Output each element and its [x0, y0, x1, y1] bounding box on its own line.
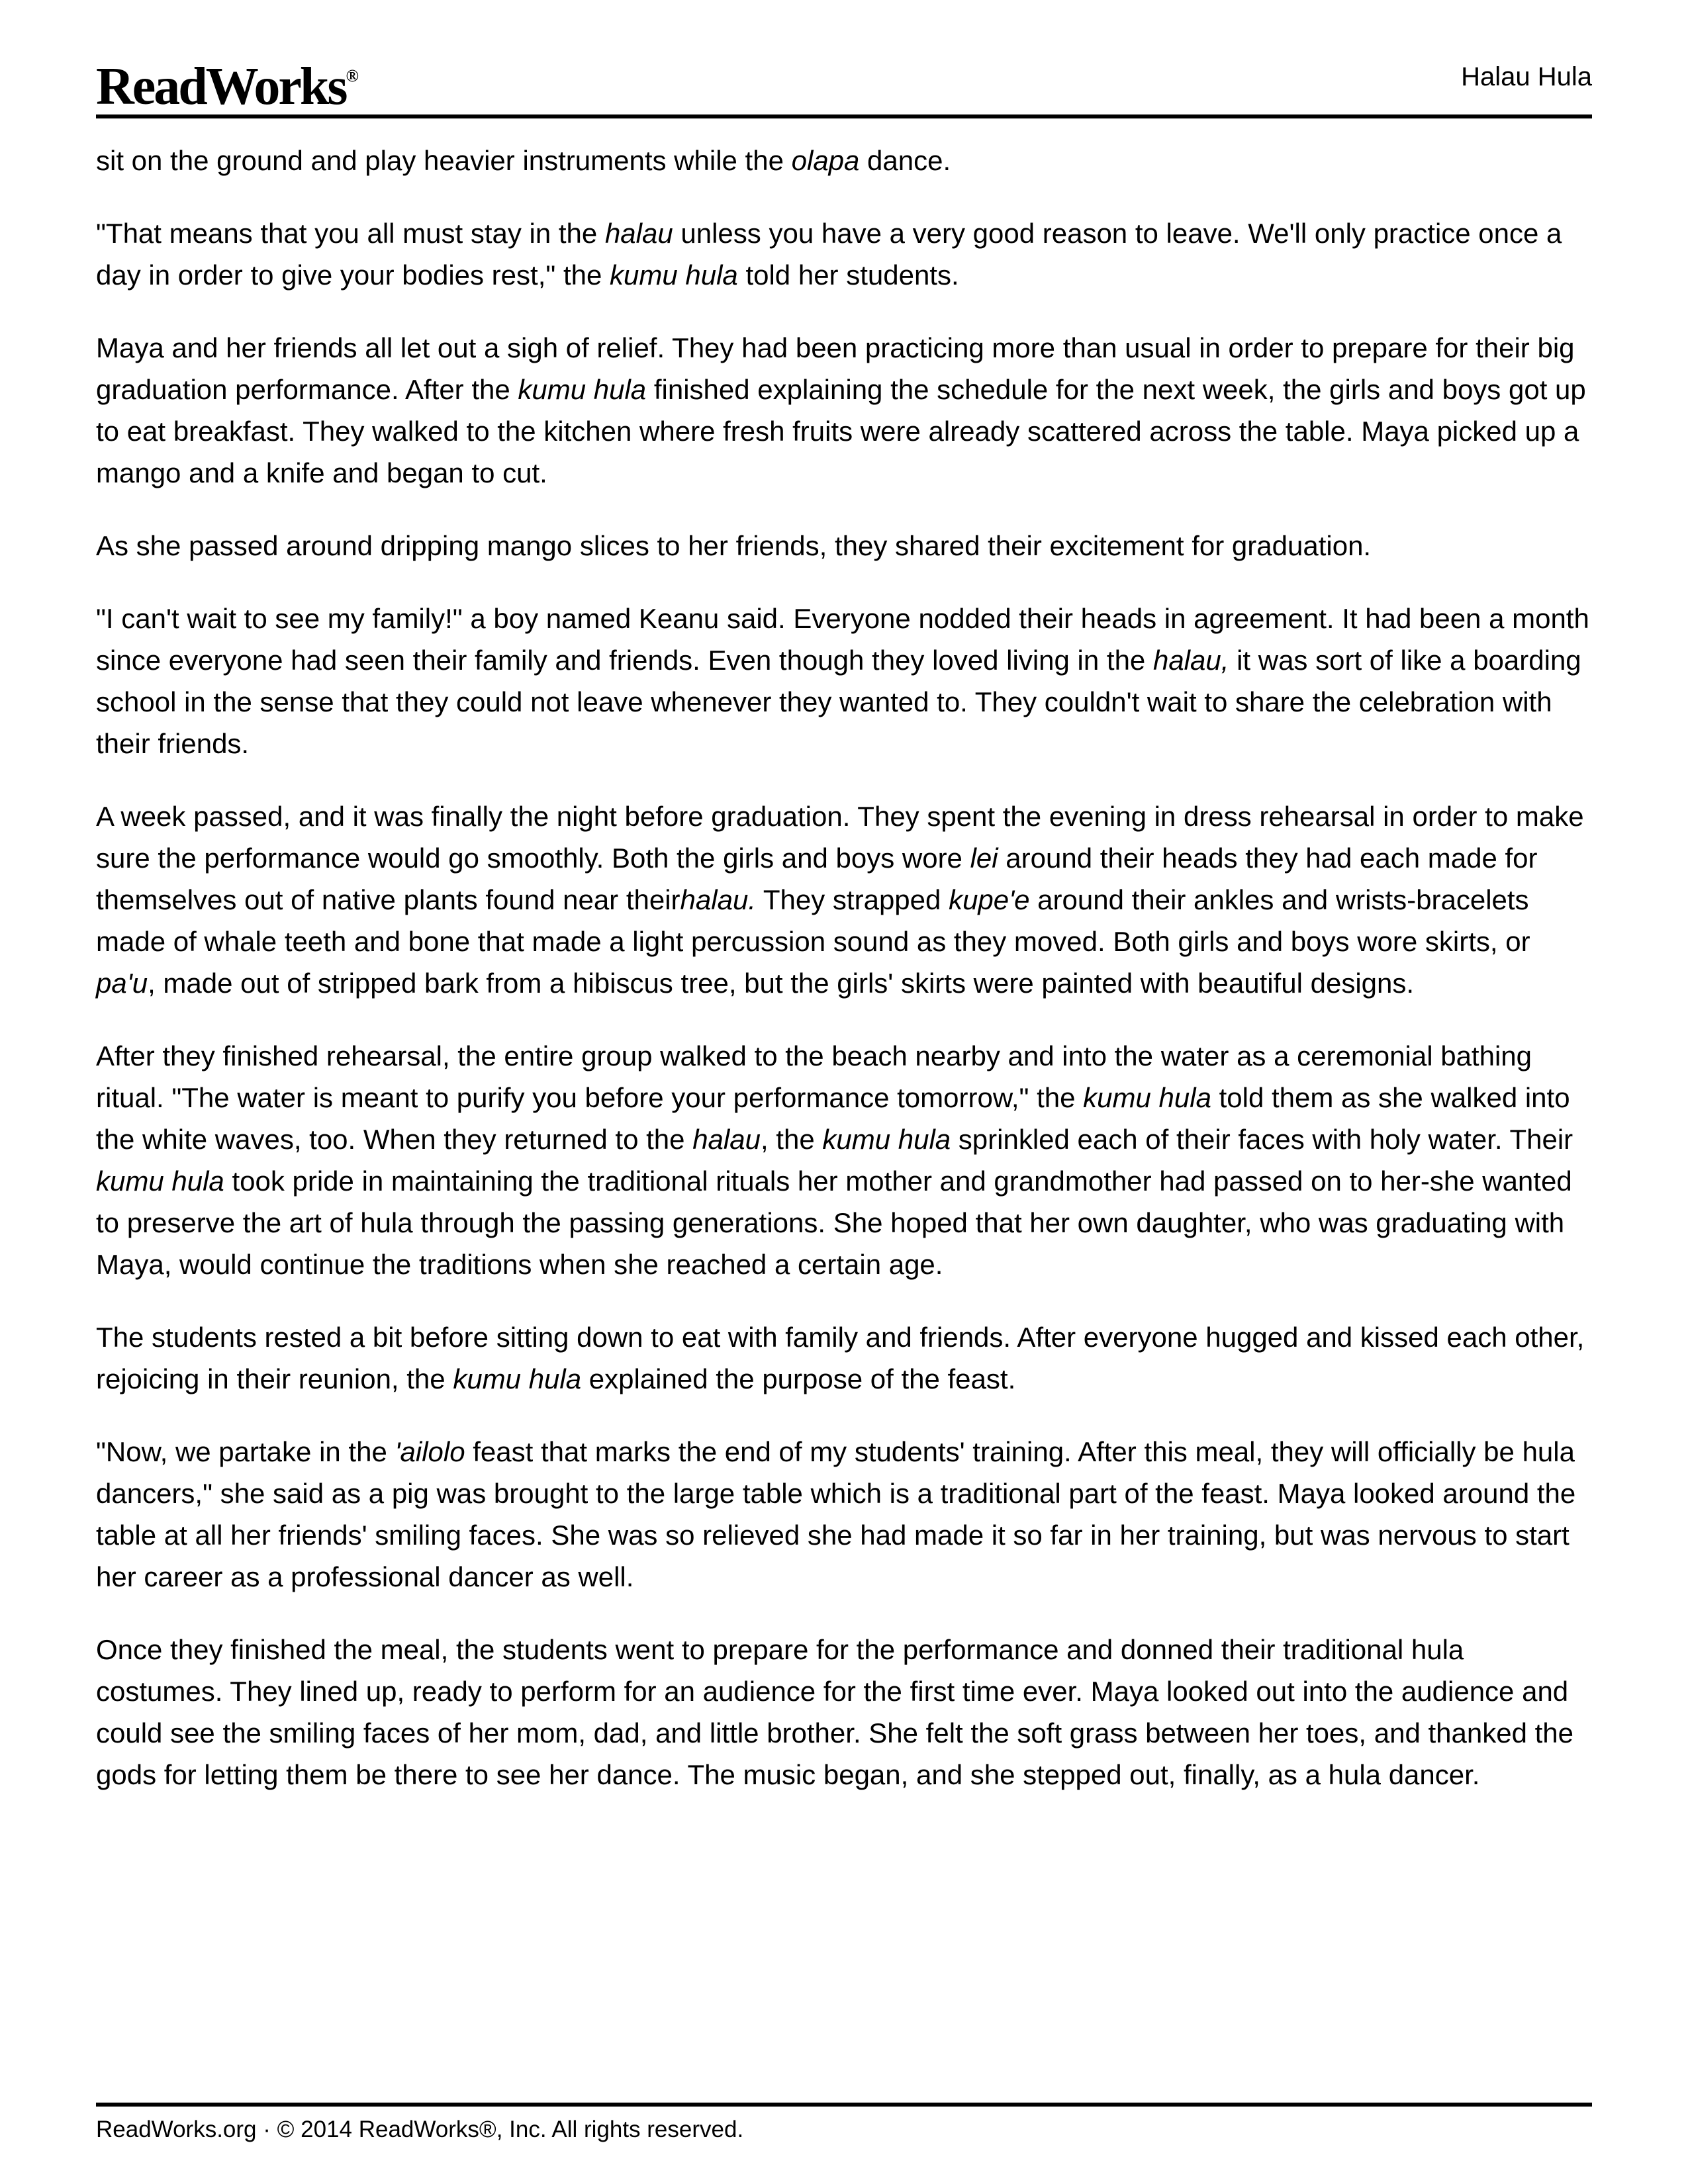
text-run: sit on the ground and play heavier instruments while the	[96, 145, 792, 176]
paragraph	[96, 598, 1592, 764]
text-run: As she passed around dripping mango slices to her friends, they shared their excitement for graduation.	[96, 530, 1372, 561]
italic-text-run: kumu hula	[96, 1165, 224, 1197]
text-run: it was sort of like a boarding school in the sense that they could not leave whenever they wanted to. They couldn't wait to share the celebration with their friends.	[96, 645, 1581, 759]
text-run: explained the purpose of the feast.	[581, 1363, 1016, 1394]
document-page	[96, 0, 1592, 1827]
italic-text-run: kumu hula	[1083, 1082, 1211, 1113]
text-run: feast that marks the end of my students' training. After this meal, they will officially be hula dancers," she said as a pig was brought to the large table which is a traditional part of the feast. Maya looked around the table at all her friends' smiling faces. She was so relieved she had made it so far in her training, but was nervous to start her career as a professional dancer as well.	[96, 1436, 1576, 1592]
registered-trademark-icon: ®	[346, 66, 359, 85]
paragraph	[96, 796, 1592, 1004]
text-run: finished explaining the schedule for the next week, the girls and boys got up to eat breakfast. They walked to the kitchen where fresh fruits were already scattered across the table. Maya picked up a mango and a knife and began to cut.	[96, 374, 1586, 488]
text-run: "That means that you all must stay in the	[96, 218, 605, 249]
text-run: Maya and her friends all let out a sigh of relief. They had been practicing more than usual in order to prepare for their big graduation performance. After the	[96, 332, 1575, 405]
paragraph	[96, 327, 1592, 494]
paragraph	[96, 140, 1592, 181]
text-run: dance.	[859, 145, 951, 176]
text-run: around their ankles and wrists-bracelets made of whale teeth and bone that made a light percussion sound as they moved. Both girls and boys wore skirts, or	[96, 884, 1530, 957]
text-run: sprinkled each of their faces with holy water. Their	[951, 1124, 1573, 1155]
text-run: told them as she walked into the white waves, too. When they returned to the	[96, 1082, 1570, 1155]
italic-text-run: lei	[970, 842, 998, 874]
page-footer	[96, 2103, 1592, 2144]
text-run: After they finished rehearsal, the entire group walked to the beach nearby and into the water as a ceremonial bathing ritual. "The water is meant to purify you before your performance tomorrow," the	[96, 1040, 1532, 1113]
text-run: A week passed, and it was finally the night before graduation. They spent the evening in dress rehearsal in order to make sure the performance would go smoothly. Both the girls and boys wore	[96, 801, 1584, 874]
italic-text-run: halau	[604, 218, 673, 249]
paragraph	[96, 1629, 1592, 1796]
text-run: unless you have a very good reason to leave. We'll only practice once a day in order to give your bodies rest," the	[96, 218, 1562, 291]
readworks-logo-text: ReadWorks	[96, 58, 346, 116]
paragraph	[96, 525, 1592, 567]
paragraph	[96, 1316, 1592, 1400]
italic-text-run: kumu hula	[822, 1124, 951, 1155]
footer-divider	[96, 2103, 1592, 2107]
paragraph	[96, 1431, 1592, 1598]
italic-text-run: kumu hula	[453, 1363, 582, 1394]
italic-text-run: kumu hula	[518, 374, 647, 405]
text-run: "Now, we partake in the	[96, 1436, 395, 1467]
article-body	[96, 140, 1592, 1796]
paragraph	[96, 212, 1592, 296]
italic-text-run: halau,	[1152, 645, 1229, 676]
footer-copyright: ReadWorks.org · © 2014 ReadWorks®, Inc. All rights reserved.	[96, 2116, 744, 2142]
italic-text-run: kumu hula	[610, 259, 738, 291]
text-run: , made out of stripped bark from a hibiscus tree, but the girls' skirts were painted with beautiful designs.	[148, 968, 1415, 999]
readworks-logo	[96, 57, 359, 116]
italic-text-run: halau	[692, 1124, 761, 1155]
document-title: Halau Hula	[1461, 62, 1592, 91]
italic-text-run: olapa	[791, 145, 860, 176]
paragraph	[96, 1035, 1592, 1285]
text-run: The students rested a bit before sitting down to eat with family and friends. After everyone hugged and kissed each other, rejoicing in their reunion, the	[96, 1322, 1585, 1394]
text-run: took pride in maintaining the traditional rituals her mother and grandmother had passed on to her-she wanted to preserve the art of hula through the passing generations. She hoped that her own daughter, who was graduating with Maya, would continue the traditions when she reached a certain age.	[96, 1165, 1572, 1280]
text-run: Once they finished the meal, the students went to prepare for the performance and donned their traditional hula costumes. They lined up, ready to perform for an audience for the first time ever. Maya looked out into the audience and could see the smiling faces of her mom, dad, and little brother. She felt the soft grass between her toes, and thanked the gods for letting them be there to see her dance. The music began, and she stepped out, finally, as a hula dancer.	[96, 1634, 1573, 1790]
italic-text-run: kupe'e	[949, 884, 1030, 915]
text-run: They strapped	[755, 884, 949, 915]
italic-text-run: halau.	[680, 884, 756, 915]
text-run: around their heads they had each made for themselves out of native plants found near their	[96, 842, 1538, 915]
text-run: , the	[760, 1124, 823, 1155]
italic-text-run: pa'u	[96, 968, 148, 999]
text-run: told her students.	[737, 259, 959, 291]
page-header	[96, 0, 1592, 116]
italic-text-run: 'ailolo	[395, 1436, 465, 1467]
text-run: "I can't wait to see my family!" a boy named Keanu said. Everyone nodded their heads in agreement. It had been a month since everyone had seen their family and friends. Even though they loved living in the	[96, 603, 1589, 676]
